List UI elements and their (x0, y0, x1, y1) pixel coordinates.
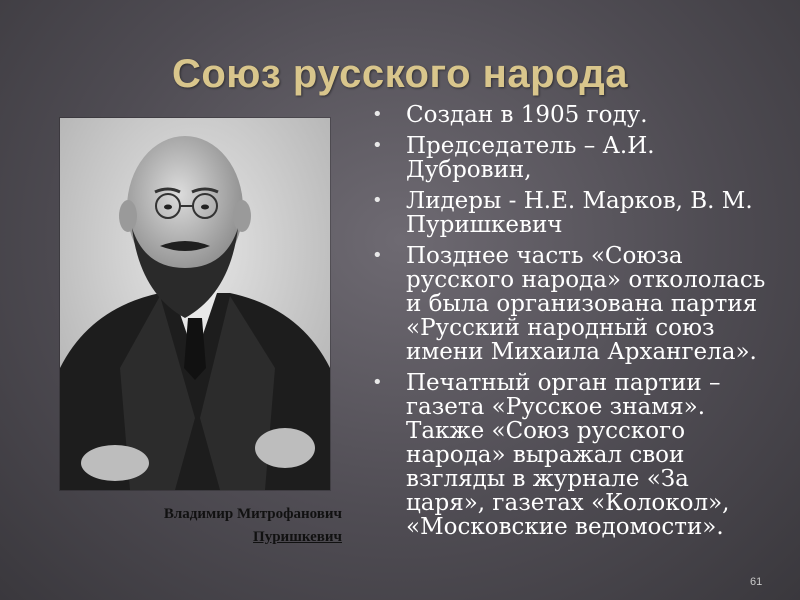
bullet-dot-icon: • (372, 104, 383, 125)
bullet-dot-icon: • (372, 190, 383, 211)
slide-title: Союз русского народа (171, 52, 629, 96)
bullet-text: Создан в 1905 году. (406, 102, 648, 128)
bullet-text: Позднее часть «Союза русского народа» откололась и была организована партия «Русский народный союз имени Михаила Архангела». (406, 243, 766, 365)
portrait-image (60, 118, 330, 490)
bullet-text: Лидеры - Н.Е. Марков, В. М. Пуришкевич (406, 188, 753, 238)
bullet-item (366, 134, 771, 182)
bullet-dot-icon: • (372, 372, 383, 393)
bullet-text: Печатный орган партии – газета «Русское знамя». Также «Союз русского народа» выражал свои взгляды в журнале «За царя», газетах «Колокол», «Московские ведомости». (406, 370, 730, 540)
bullet-text: Председатель – А.И. Дубровин, (406, 133, 655, 183)
bullet-list (366, 103, 771, 546)
page-number: 61 (750, 576, 763, 588)
caption-name-line: Владимир Митрофанович (163, 506, 342, 522)
photo-caption (60, 503, 342, 549)
portrait-photo (60, 118, 330, 490)
caption-surname-line: Пуришкевич (253, 529, 342, 545)
bullet-item (366, 244, 771, 364)
bullet-dot-icon: • (372, 245, 383, 266)
bullet-item (366, 189, 771, 237)
bullet-item (366, 103, 771, 127)
bullet-item (366, 371, 771, 539)
bullet-dot-icon: • (372, 135, 383, 156)
